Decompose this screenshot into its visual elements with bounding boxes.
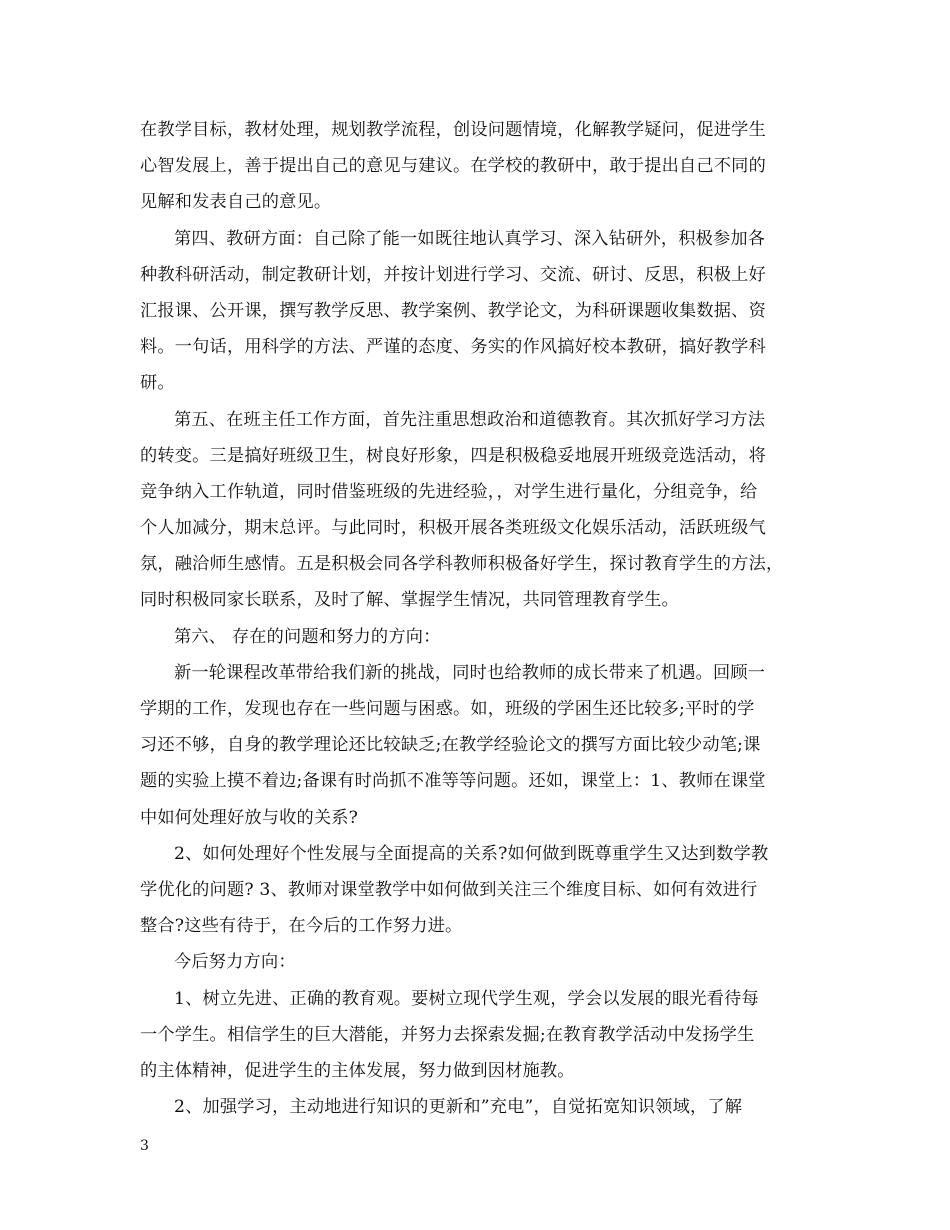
text-line: 的主体精神，促进学生的主体发展，努力做到因材施教。 (140, 1060, 575, 1081)
paragraph-start-line: 1、树立先进、正确的教育观。要树立现代学生观，学会以发展的眼光看待每 (174, 988, 759, 1009)
text-line: 习还不够，自身的教学理论还比较缺乏;在教学经验论文的撰写方面比较少动笔;课 (140, 735, 761, 756)
page-number: 3 (140, 1138, 149, 1154)
text-line: 研。 (140, 373, 175, 394)
text-line: 氛，融洽师生感情。五是积极会同各学科教师积极备好学生，探讨教育学生的方法， (140, 554, 784, 575)
text-line: 料。一句话，用科学的方法、严谨的态度、务实的作风搞好校本教研，搞好教学科 (140, 337, 766, 358)
text-line: 学优化的问题? 3、教师对课堂教学中如何做到关注三个维度目标、如何有效进行 (140, 879, 758, 900)
text-line: 在教学目标，教材处理，规划教学流程，创设问题情境，化解教学疑问，促进学生 (140, 120, 766, 140)
text-line: 整合?这些有待于，在今后的工作努力进。 (140, 916, 463, 937)
text-line: 中如何处理好放与收的关系? (140, 807, 359, 828)
paragraph-start-line: 新一轮课程改革带给我们新的挑战，同时也给教师的成长带来了机遇。回顾一 (174, 662, 766, 683)
text-line: 同时积极同家长联系，及时了解、掌握学生情况，共同管理教育学生。 (140, 590, 680, 611)
section-heading: 第六、 存在的问题和努力的方向： (174, 626, 441, 647)
text-line: 个人加减分，期末总评。与此同时，积极开展各类班级文化娱乐活动，活跃班级气 (140, 518, 766, 539)
text-line: 的转变。三是搞好班级卫生，树良好形象，四是积极稳妥地展开班级竞选活动，将 (140, 445, 766, 466)
text-line: 题的实验上摸不着边;备课有时尚抓不准等等问题。还如，课堂上：1、教师在课堂 (140, 771, 766, 792)
text-line: 心智发展上，善于提出自己的意见与建议。在学校的教研中，敢于提出自己不同的 (140, 156, 766, 177)
body-text (140, 112, 820, 1125)
paragraph-start-line: 2、如何处理好个性发展与全面提高的关系?如何做到既尊重学生又达到数学教 (174, 843, 769, 864)
text-line: 见解和发表自己的意见。 (140, 192, 332, 213)
text-line: 学期的工作，发现也存在一些问题与困惑。如，班级的学困生还比较多;平时的学 (140, 699, 755, 719)
section-heading: 今后努力方向： (174, 952, 296, 973)
paragraph-start-line: 第五、在班主任工作方面，首先注重思想政治和道德教育。其次抓好学习方法 (174, 409, 766, 430)
paragraph-start-line: 2、加强学习，主动地进行知识的更新和”充电”，自觉拓宽知识领域，了解 (174, 1097, 743, 1118)
text-line: 一个学生。相信学生的巨大潜能，并努力去探索发掘;在教育教学活动中发扬学生 (140, 1024, 755, 1045)
text-line: 种教科研活动，制定教研计划，并按计划进行学习、交流、研讨、反思，积极上好 (140, 264, 766, 285)
text-line: 汇报课、公开课，撰写教学反思、教学案例、教学论文，为科研课题收集数据、资 (140, 300, 766, 321)
paragraph-start-line: 第四、教研方面：自己除了能一如既往地认真学习、深入钻研外，积极参加各 (174, 228, 766, 249)
text-line: 竞争纳入工作轨道，同时借鉴班级的先进经验，，对学生进行量化，分组竞争，给 (140, 481, 758, 502)
